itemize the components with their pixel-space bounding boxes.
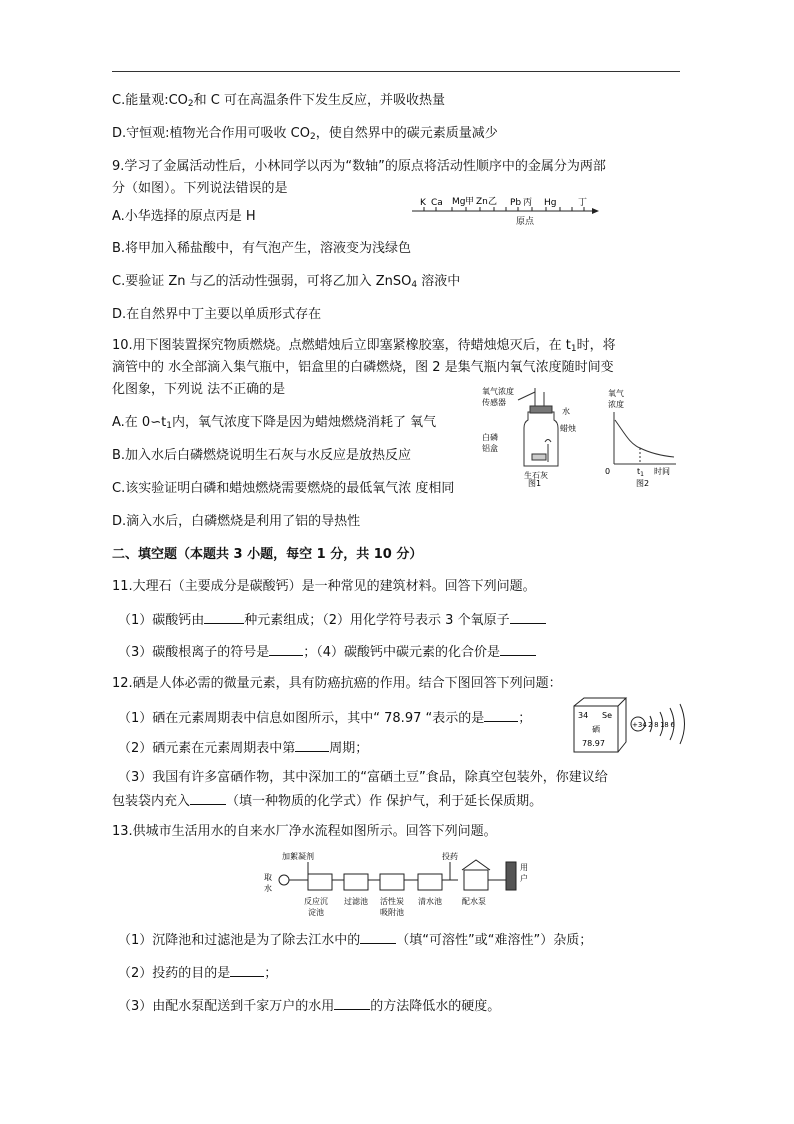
q10-stem-line1 xyxy=(112,336,616,356)
atom-shell-electrons: 2 8 18 6 xyxy=(648,721,675,729)
axis-label-mg: Mg xyxy=(452,197,466,207)
q13-part1-text: （1）沉降池和过滤池是为了除去江水中的 xyxy=(118,933,361,948)
header-rule xyxy=(112,71,680,72)
q13-part1-end: （填“可溶性”或“难溶性”）杂质； xyxy=(396,933,593,948)
q10-option-a xyxy=(112,413,436,433)
bottle-icon xyxy=(518,388,558,466)
q12-line2 xyxy=(118,737,368,759)
q13-line3 xyxy=(118,995,500,1017)
fig-label-carbon1: 活性炭 xyxy=(380,897,404,906)
fig-caption-2: 图2 xyxy=(636,479,650,488)
q9-option-c xyxy=(112,272,460,292)
subscript: 2 xyxy=(187,99,194,109)
q13-line2 xyxy=(118,962,277,984)
axis-label-zn: Zn xyxy=(476,197,488,207)
fig2-t1-label: $t_1$ xyxy=(637,467,644,478)
q9-stem-line2: 分（如图）。下列说法错误的是 xyxy=(112,181,288,196)
fig-label-settling2: 淀池 xyxy=(308,908,324,917)
fig-label-settling1: 反应沉 xyxy=(304,897,328,906)
answer-blank[interactable] xyxy=(269,641,303,656)
q11-line2 xyxy=(118,641,536,663)
answer-blank[interactable] xyxy=(190,790,226,805)
axis-label-ding: 丁 xyxy=(578,198,588,208)
fig-label-clear-water: 清水池 xyxy=(418,897,442,906)
fig-label-quicklime: 生石灰 xyxy=(524,471,548,480)
fig-label-sensor2: 传感器 xyxy=(482,398,506,407)
element-symbol: Se xyxy=(602,711,612,720)
q11-part2-text: 种元素组成；（2）用化学符号表示 3 个氧原子 xyxy=(244,613,510,628)
q8-option-d-text: D.守恒观:植物光合作用可吸收 CO xyxy=(112,126,310,141)
q10-option-a-text: A.在 0∽t xyxy=(112,415,167,430)
q10-stem-line1-rest: 时，将 xyxy=(576,338,616,353)
answer-blank[interactable] xyxy=(204,609,244,624)
axis-label-jia: 甲 xyxy=(465,197,475,207)
q12-part1-end: ； xyxy=(518,711,532,726)
q12-line3: （3）我国有许多富硒作物，其中深加工的“富硒土豆”食品，除真空包装外，你建议给 xyxy=(118,770,608,785)
fig-label-user1: 用 xyxy=(520,863,528,872)
axis-label-pb: Pb xyxy=(510,198,522,208)
q9-option-d: D.在自然界中丁主要以单质形式存在 xyxy=(112,307,322,322)
q9-activity-axis-figure xyxy=(410,193,600,233)
fig2-axes xyxy=(614,412,676,464)
q8-option-c xyxy=(112,91,445,111)
q13-part3-text: （3）由配水泵配送到千家万户的水用 xyxy=(118,999,335,1014)
axis-label-k: K xyxy=(420,198,426,208)
fig-label-coagulant: 加絮凝剂 xyxy=(282,852,314,861)
q12-part2-text: （2）硒元素在元素周期表中第 xyxy=(118,741,296,756)
answer-blank[interactable] xyxy=(500,641,536,656)
q8-option-c-text: C.能量观:CO xyxy=(112,93,188,108)
fig-caption-1: 图1 xyxy=(528,479,542,488)
q9-option-c-rest: 溶液中 xyxy=(417,274,461,289)
q9-option-c-text: C.要验证 Zn 与乙的活动性强弱，可将乙加入 ZnSO xyxy=(112,274,412,289)
q13-stem: 13.供城市生活用水的自来水厂净水流程如图所示。回答下列问题。 xyxy=(112,824,497,839)
answer-blank[interactable] xyxy=(510,609,546,624)
q9-stem-line1: 9.学习了金属活动性后，小林同学以丙为“数轴”的原点将活动性顺序中的金属分为两部 xyxy=(112,159,606,174)
atom-nucleus-label: +34 xyxy=(632,721,647,729)
q10-option-c: C.该实验证明白磷和蜡烛燃烧需要燃烧的最低氧气浓 度相同 xyxy=(112,481,455,496)
fig-label-intake2: 水 xyxy=(264,884,272,893)
fig-label-dosing: 投药 xyxy=(442,852,458,861)
fig2-ylabel-line1: 氧气 xyxy=(608,389,624,398)
axis-label-ca: Ca xyxy=(431,198,443,208)
answer-blank[interactable] xyxy=(484,707,518,722)
q10-stem-line2: 滴管中的 水全部滴入集气瓶中，铝盒里的白磷燃烧，图 2 是集气瓶内氧气浓度随时间变 xyxy=(112,360,614,375)
subscript: 1 xyxy=(166,421,172,431)
q12-selenium-figure xyxy=(572,694,690,762)
q10-option-b: B.加入水后白磷燃烧说明生石灰与水反应是放热反应 xyxy=(112,448,412,463)
q12-part2-end: 周期； xyxy=(329,741,369,756)
q13-part2-end: ； xyxy=(264,966,278,981)
fig-label-filter: 过滤池 xyxy=(344,897,368,906)
fig2-origin-label: 0 xyxy=(605,467,611,476)
q8-option-d-rest: ，使自然界中的碳元素质量减少 xyxy=(315,126,498,141)
q13-line1 xyxy=(118,929,592,951)
element-number: 34 xyxy=(578,711,589,720)
fig-label-phosphorus: 白磷 xyxy=(482,433,498,442)
section-title: 二、填空题（本题共 3 小题，每空 1 分，共 10 分） xyxy=(112,547,423,562)
subscript: 2 xyxy=(309,132,316,142)
q11-part1-text: （1）碳酸钙由 xyxy=(118,613,205,628)
fig2-ylabel-line2: 浓度 xyxy=(608,400,624,409)
q10-apparatus-figure xyxy=(480,382,680,486)
element-mass: 78.97 xyxy=(582,739,605,748)
element-name: 硒 xyxy=(592,725,600,734)
axis-label-hg: Hg xyxy=(544,198,557,208)
subscript: 4 xyxy=(411,280,418,290)
axis-arrow-icon xyxy=(592,208,599,214)
q10-option-a-rest: 内，氧气浓度下降是因为蜡烛燃烧消耗了 氧气 xyxy=(171,415,437,430)
q10-stem-line3: 化图象，下列说 法不正确的是 xyxy=(112,382,286,397)
q10-option-d: D.滴入水后，白磷燃烧是利用了铝的导热性 xyxy=(112,514,361,529)
fig-label-carbon2: 吸附池 xyxy=(380,908,404,917)
q12-part1-text: （1）硒在元素周期表中信息如图所示，其中“ 78.97 “表示的是 xyxy=(118,711,485,726)
answer-blank[interactable] xyxy=(230,962,264,977)
q9-option-a: A.小华选择的原点丙是 H xyxy=(112,209,256,224)
subscript: 1 xyxy=(570,344,577,354)
fig-label-water: 水 xyxy=(562,407,570,416)
axis-label-origin: 原点 xyxy=(516,217,535,227)
axis-label-bing: 丙 xyxy=(523,198,533,208)
q8-option-c-rest: 和 C 可在高温条件下发生反应，并吸收热量 xyxy=(193,93,445,108)
q12-line4 xyxy=(112,790,542,812)
q13-water-treatment-figure xyxy=(262,848,534,924)
q13-part3-end: 的方法降低水的硬度。 xyxy=(370,999,501,1014)
answer-blank[interactable] xyxy=(295,737,329,752)
axis-ticks xyxy=(424,207,584,211)
q11-line1 xyxy=(118,609,546,631)
fig-label-candle: 蜡烛 xyxy=(560,424,576,433)
q11-stem: 11.大理石（主要成分是碳酸钙）是一种常见的建筑材料。回答下列问题。 xyxy=(112,579,536,594)
treatment-pipeline-icon xyxy=(279,860,516,890)
fig-label-intake1: 取 xyxy=(264,873,272,882)
q11-part4-text: ；（4）碳酸钙中碳元素的化合价是 xyxy=(303,645,501,660)
answer-blank[interactable] xyxy=(334,995,370,1010)
axis-label-yi: 乙 xyxy=(488,197,498,207)
q12-stem: 12.硒是人体必需的微量元素，具有防癌抗癌的作用。结合下图回答下列问题： xyxy=(112,676,562,691)
fig-label-pump: 配水泵 xyxy=(462,897,486,906)
fig-label-sensor1: 氧气浓度 xyxy=(482,387,514,396)
q9-option-b: B.将甲加入稀盐酸中，有气泡产生，溶液变为浅绿色 xyxy=(112,241,412,256)
q12-part3-text: 包装袋内充入 xyxy=(112,794,191,809)
q13-part2-text: （2）投药的目的是 xyxy=(118,966,231,981)
q12-part3-end: （填一种物质的化学式）作 保护气，利于延长保质期。 xyxy=(226,794,543,809)
fig-label-alum-box: 铝盒 xyxy=(482,444,498,453)
answer-blank[interactable] xyxy=(360,929,396,944)
q12-line1 xyxy=(118,707,531,729)
q10-stem-line1-text: 10.用下图装置探究物质燃烧。点燃蜡烛后立即塞紧橡胶塞，待蜡烛熄灭后，在 t xyxy=(112,338,571,353)
fig2-xlabel: 时间 xyxy=(654,467,670,476)
q11-part3-text: （3）碳酸根离子的符号是 xyxy=(118,645,270,660)
fig-label-user2: 户 xyxy=(520,874,528,883)
q8-option-d xyxy=(112,124,498,144)
